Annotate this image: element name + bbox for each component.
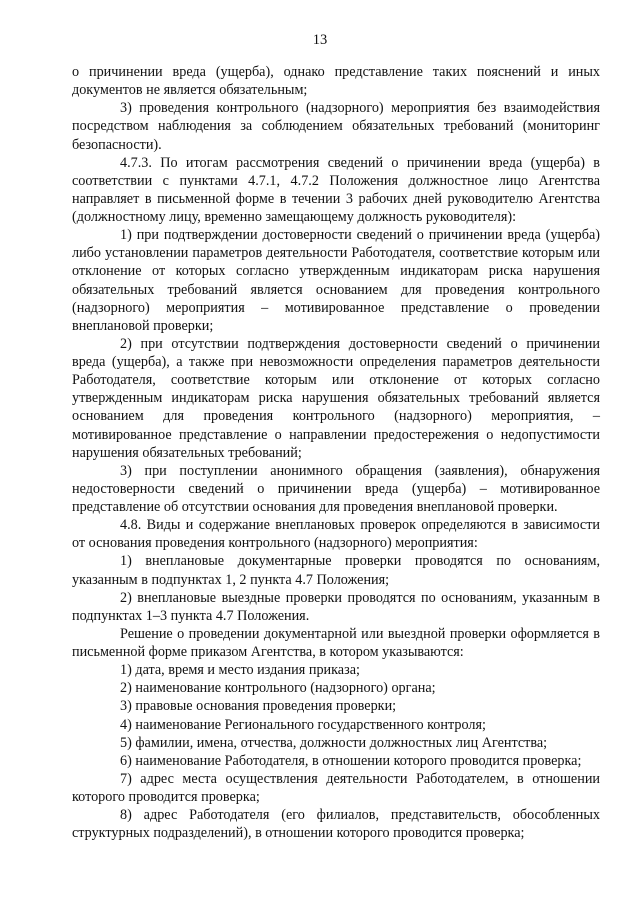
paragraph: 3) проведения контрольного (надзорного) мероприятия без взаимодействия посредством наблюдения за соблюдением обязательных требований (мониторинг безопасности). — [72, 100, 600, 153]
paragraph: 3) при поступлении анонимного обращения (заявления), обнаружения недостоверности сведений о причинении вреда (ущерба) – мотивированное представление об отсутствии основания для проведения внеплановой проверки. — [72, 462, 600, 515]
document-body — [72, 63, 600, 842]
paragraph: 4.7.3. По итогам рассмотрения сведений о причинении вреда (ущерба) в соответствии с пунктами 4.7.1, 4.7.2 Положения должностное лицо Агентства направляет в письменной форме в течении 3 рабочих дней руководителю Агентства (должностному лицу, временно замещающему должность руководителя): — [72, 154, 600, 225]
paragraph: Решение о проведении документарной или выездной проверки оформляется в письменной форме приказом Агентства, в котором указываются: — [72, 625, 600, 660]
paragraph: 2) при отсутствии подтверждения достоверности сведений о причинении вреда (ущерба), а также при невозможности определения параметров деятельности Работодателя, соответствие которым или отклонение от которых согласно утвержденным индикаторам риска нарушения обязательных требований является основанием для проведения контрольного (надзорного) мероприятия, – мотивированное представление о направлении предостережения о недопустимости нарушения обязательных требований; — [72, 335, 600, 461]
paragraph: 7) адрес места осуществления деятельности Работодателем, в отношении которого проводится проверка; — [72, 770, 600, 805]
paragraph: 4.8. Виды и содержание внеплановых проверок определяются в зависимости от основания проведения контрольного (надзорного) мероприятия: — [72, 517, 600, 552]
paragraph: 6) наименование Работодателя, в отношении которого проводится проверка; — [120, 752, 582, 769]
paragraph: 4) наименование Регионального государственного контроля; — [120, 716, 486, 733]
paragraph: 2) наименование контрольного (надзорного) органа; — [120, 680, 436, 697]
paragraph: 1) при подтверждении достоверности сведений о причинении вреда (ущерба) либо установлении параметров деятельности Работодателя, соответствие которым или отклонение от которых согласно утвержденным индикаторам риска нарушения обязательных требований является основанием для проведения контрольного (надзорного) мероприятия – мотивированное представление о проведении внеплановой проверки; — [72, 227, 600, 334]
page-number: 13 — [312, 32, 328, 48]
paragraph: о причинении вреда (ущерба), однако представление таких пояснений и иных документов не является обязательным; — [72, 64, 600, 99]
paragraph: 3) правовые основания проведения проверки; — [120, 698, 397, 715]
paragraph: 1) дата, время и место издания приказа; — [120, 662, 360, 679]
paragraph: 2) внеплановые выездные проверки проводятся по основаниям, указанным в подпунктах 1–3 пункта 4.7 Положения. — [72, 589, 600, 624]
paragraph: 1) внеплановые документарные проверки проводятся по основаниям, указанным в подпунктах 1, 2 пункта 4.7 Положения; — [72, 553, 600, 588]
paragraph: 8) адрес Работодателя (его филиалов, представительств, обособленных структурных подразделений), в отношении которого проводится проверка; — [72, 807, 600, 842]
paragraph: 5) фамилии, имена, отчества, должности должностных лиц Агентства; — [120, 734, 548, 751]
